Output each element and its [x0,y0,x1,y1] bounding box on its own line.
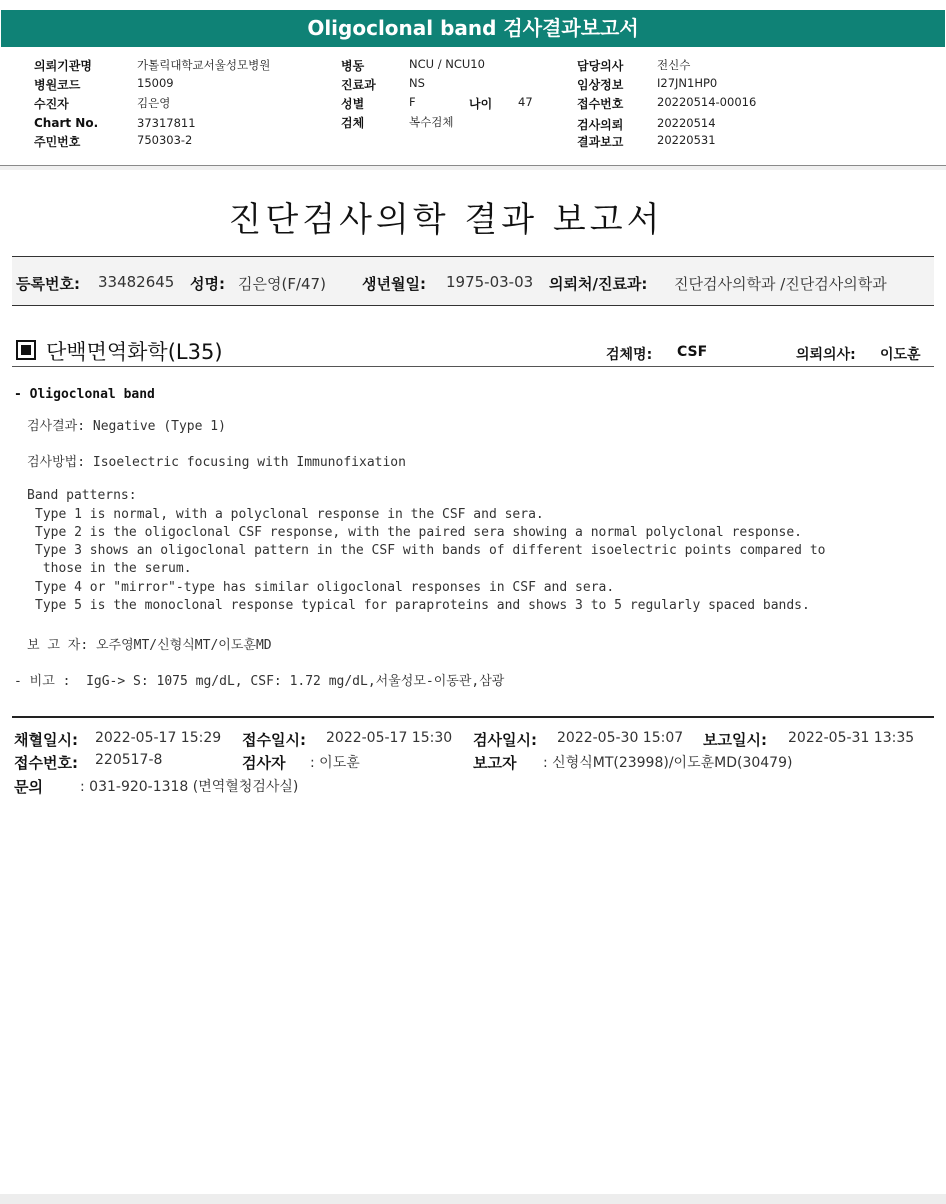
header-label: 담당의사 [577,59,624,73]
header-value: 750303-2 [137,133,193,147]
header-value: I27JN1HP0 [657,76,718,90]
header-label: 임상정보 [577,78,624,92]
tester-label: 검사자 [242,754,286,772]
department-label: 의뢰처/진료과: [549,275,648,293]
section-title [16,336,223,366]
footer-divider [12,716,934,718]
header-label: 주민번호 [34,135,81,149]
inquiry-value: : 031-920-1318 (면역혈청검사실) [80,779,299,795]
header-label: 검사의뢰 [577,118,624,132]
header-value: 김은영 [137,96,171,110]
header-label: 수진자 [34,97,69,111]
receipt-number-value: 220517-8 [95,752,163,768]
report-time-label: 보고일시: [703,731,767,749]
test-name: - Oligoclonal band [14,387,155,402]
receipt-time-value: 2022-05-17 15:30 [326,730,453,746]
specimen-value: CSF [677,344,708,360]
band-pattern-line: Type 4 or "mirror"-type has similar oligoclonal responses in CSF and sera. [35,580,615,595]
test-method: 검사방법: Isoelectric focusing with Immunofixation [27,455,406,470]
header-value: NS [409,76,425,90]
header-value: 47 [518,95,533,109]
header-value: 20220514-00016 [657,95,757,109]
remark-line: - 비고 : IgG-> S: 1075 mg/dL, CSF: 1.72 mg/dL,서울성모-이동관,삼광 [14,674,505,689]
header-value: 37317811 [137,116,196,130]
report-header [0,0,946,170]
header-value: 복수검체 [409,115,454,129]
report-time-value: 2022-05-31 13:35 [788,730,915,746]
collection-time-value: 2022-05-17 15:29 [95,730,222,746]
band-pattern-line: Type 3 shows an oligoclonal pattern in the CSF with bands of different isoelectric points compared to [35,543,826,558]
inquiry-label: 문의 [14,778,43,796]
receipt-number-label: 접수번호: [14,754,78,772]
header-label: 진료과 [341,78,376,92]
section-divider [12,366,934,367]
header-label: 성별 [341,97,365,111]
header-value: 전신수 [657,58,691,72]
registration-number-value: 33482645 [98,273,175,291]
header-value: F [409,95,416,109]
receipt-time-label: 접수일시: [242,731,306,749]
header-label: 접수번호 [577,97,624,111]
header-label: 의뢰기관명 [34,59,92,73]
band-pattern-line: those in the serum. [35,561,192,576]
patient-name-label: 성명: [190,275,225,293]
requesting-doctor-value: 이도훈 [880,347,921,363]
header-label: 결과보고 [577,135,624,149]
header-value: 가톨릭대학교서울성모병원 [137,58,271,72]
header-label: 병동 [341,59,365,73]
birth-date-label: 생년월일: [362,275,426,293]
test-time-label: 검사일시: [473,731,537,749]
patient-name-value: 김은영(F/47) [238,275,326,293]
reporter-line: 보 고 자: 오주영MT/신형식MT/이도훈MD [27,638,272,653]
square-bullet-icon [16,340,36,360]
band-pattern-line: Type 1 is normal, with a polyclonal response in the CSF and sera. [35,507,544,522]
header-label: Chart No. [34,116,99,130]
test-result: 검사결과: Negative (Type 1) [27,419,226,434]
reporter-value: : 신형식MT(23998)/이도훈MD(30479) [543,755,793,771]
band-pattern-line: Type 2 is the oligoclonal CSF response, with the paired sera showing a normal polyclonal response. [35,525,803,540]
collection-time-label: 채혈일시: [14,731,78,749]
header-label: 검체 [341,116,365,130]
report-title: 진단검사의학 결과 보고서 [228,200,664,240]
header-shadow [0,166,946,170]
header-value: 20220514 [657,116,716,130]
section-title-text: 단백면역화학(L35) [46,340,223,364]
header-label: 나이 [469,97,493,111]
birth-date-value: 1975-03-03 [446,273,534,291]
department-value: 진단검사의학과 /진단검사의학과 [674,275,887,293]
header-value: 20220531 [657,133,716,147]
header-title: Oligoclonal band 검사결과보고서 [1,10,945,47]
band-patterns-title: Band patterns: [27,488,137,503]
band-pattern-line: Type 5 is the monoclonal response typical for paraproteins and shows 3 to 5 regularly spaced bands. [35,598,810,613]
specimen-label: 검체명: [606,347,653,363]
requesting-doctor-label: 의뢰의사: [796,347,856,363]
header-value: NCU / NCU10 [409,57,485,71]
test-time-value: 2022-05-30 15:07 [557,730,684,746]
header-value: 15009 [137,76,174,90]
patient-info-bar [12,256,934,306]
registration-number-label: 등록번호: [16,275,80,293]
reporter-label: 보고자 [473,754,517,772]
page-bottom-strip [0,1194,946,1204]
tester-value: : 이도훈 [310,755,360,771]
header-label: 병원코드 [34,78,81,92]
